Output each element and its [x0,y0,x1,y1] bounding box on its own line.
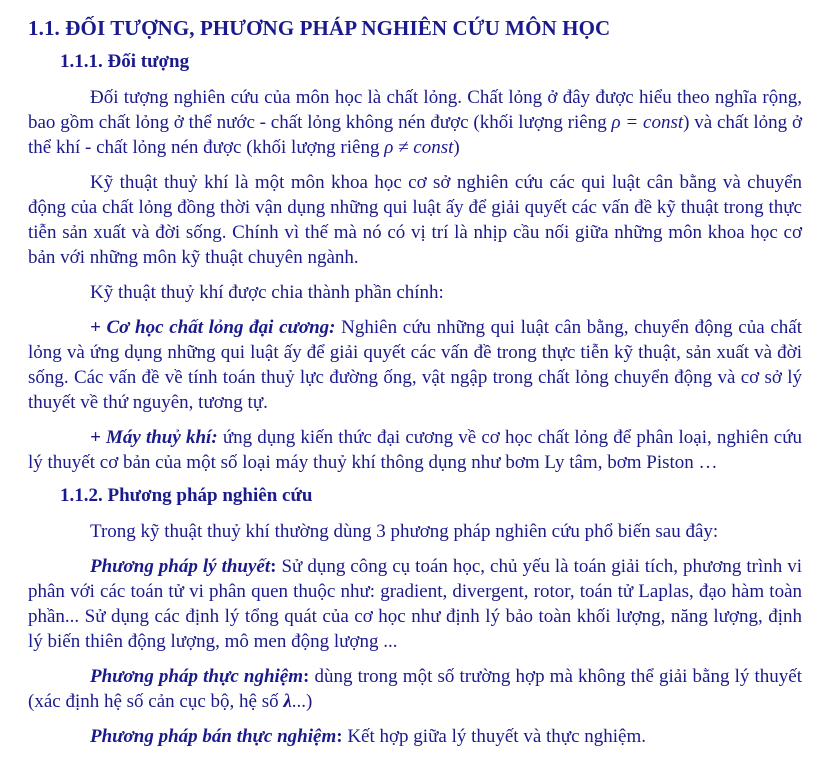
paragraph-semi-experimental-method [28,724,802,749]
formula-incompressible: ρ = const [611,112,684,133]
item-text-machines: ứng dụng kiến thức đại cương về cơ học chất lỏng để phân loại, nghiên cứu lý thuyết cơ bản của một số loại máy thuỷ khí thông dụng như bơm Ly tâm, bơm Piston … [28,427,802,473]
paragraph-objects-intro [28,85,802,160]
item-lead-general: + Cơ học chất lỏng đại cương: [90,317,336,338]
section-title: 1.1. ĐỐI TƯỢNG, PHƯƠNG PHÁP NGHIÊN CỨU MÔN HỌC [28,16,611,40]
formula-compressible: ρ ≠ const [384,137,454,158]
text-run: ...) [291,691,313,712]
colon: : [336,726,343,747]
text-run: ) [453,137,460,158]
subsection-title-methods: 1.1.2. Phương pháp nghiên cứu [60,485,313,506]
paragraph-theory-method [28,554,802,654]
paragraph-methods-intro: Trong kỹ thuật thuỷ khí thường dùng 3 phương pháp nghiên cứu phổ biến sau đây: [90,521,719,542]
method-lead-experimental: Phương pháp thực nghiệm [90,666,304,687]
subsection-title-objects: 1.1.1. Đối tượng [60,51,190,72]
colon: : [270,556,277,577]
method-text-theory: Sử dụng công cụ toán học, chủ yếu là toán giải tích, phương trình vi phân với các toán tử vi phân quen thuộc như: gradient, divergent, rotor, toán tử Laplas, đạo hàm toàn phần... Sử dụng các định lý tổng quát của cơ học như định lý bảo toàn khối lượng, năng lượng, định lý biến thiên động lượng, mô men động lượng ... [28,556,803,652]
item-text-general: Nghiên cứu những qui luật cân bằng, chuyển động của chất lỏng và ứng dụng những qui luật ấy để giải quyết các vấn đề trong thực tiễn kỹ thuật, sản xuất và đời sống. Các vấn đề về tính toán thuỷ lực đường ống, vật ngập trong chất lỏng chuyển động và cơ sở lý thuyết về thứ nguyên, tương tự. [28,317,802,413]
method-text-experimental: dùng trong một số trường hợp mà không thể giải bằng lý thuyết (xác định hệ số cản cục bộ, hệ số [28,666,802,712]
colon: : [303,666,310,687]
method-lead-theory: Phương pháp lý thuyết [90,556,271,577]
paragraph-general-fluid-mechanics [28,315,802,415]
paragraph-experimental-method [28,664,802,714]
method-lead-semi: Phương pháp bán thực nghiệm [90,726,337,747]
method-text-semi: Kết hợp giữa lý thuyết và thực nghiệm. [342,726,647,747]
text-run: Đối tượng nghiên cứu của môn học là chất lỏng. Chất lỏng ở đây được hiểu theo nghĩa rộng, bao gồm chất lỏng ở thể nước - chất lỏng không nén được (khối lượng riêng [28,87,802,133]
paragraph-division: Kỹ thuật thuỷ khí được chia thành phần chính: [90,282,444,303]
paragraph-definition: Kỹ thuật thuỷ khí là một môn khoa học cơ sở nghiên cứu các qui luật cân bằng và chuyển động của chất lỏng đồng thời vận dụng những qui luật ấy để giải quyết các vấn đề kỹ thuật trong thực tiễn sản xuất và đời sống. Chính vì thế mà nó có vị trí là nhịp cầu nối giữa những môn khoa học cơ bản với những môn kỹ thuật chuyên ngành. [28,172,802,268]
item-lead-machines: + Máy thuỷ khí: [90,427,218,448]
lambda-symbol: λ [283,691,292,712]
paragraph-fluid-machines [28,425,802,475]
text-run: ) và chất lỏng ở thể khí - chất lỏng nén được (khối lượng riêng [28,112,803,158]
